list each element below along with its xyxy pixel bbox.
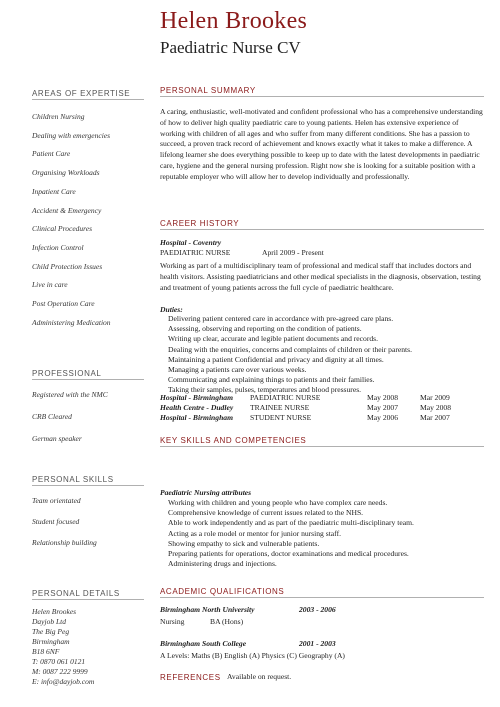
expertise-item: Organising Workloads (32, 168, 100, 178)
key-skill-item: Administering drugs and injections. (168, 559, 277, 569)
key-skill-item: Working with children and young people who have complex care needs. (168, 498, 388, 507)
career-heading: CAREER HISTORY (160, 219, 240, 228)
duty-item: Maintaining a patient Confidential and privacy and dignity at all times. (168, 354, 384, 364)
expertise-rule (32, 99, 144, 100)
expertise-item: Child Protection Issues (32, 261, 103, 271)
duty-item: Assessing, observing and reporting on the condition of patients. (168, 324, 362, 334)
summary-text: A caring, enthusiastic, well-motivated and confident professional who has a comprehensive understanding of how to deliver high quality paediatric care to young patients. Helen has extensive experience of working with children of all ages and who suffer from many different conditions. She has a passion to succeed, a proven track record of achievement and knows exactly what it takes to make a difference. A lifelong learner she does everything possible to keep up to date with the latest developments in paediatric care, hygiene and the general nursing profession. Right now she is looking for a suitable position with a reputable employer who will allow her to develop individually and professionally. (160, 107, 483, 181)
details-line: Helen Brookes (32, 607, 77, 616)
academic-heading: ACADEMIC QUALIFICATIONS (160, 587, 285, 596)
duties-label: Duties: (160, 305, 183, 314)
expertise-item: Dealing with emergencies (32, 130, 111, 140)
details-line: Birmingham (32, 637, 70, 646)
duty-item: Managing a patients care over various weeks. (168, 365, 307, 374)
key-skill-item: Able to work independently and as part of the paediatric multi-disciplinary team. (168, 518, 414, 528)
duty-item: Communicating and explaining things to patients and their families. (168, 375, 375, 385)
details-line: The Big Peg (32, 627, 70, 636)
skill-item: Team orientated (32, 496, 81, 505)
prev-job-start: May 2006 (367, 413, 399, 422)
key-skill-item: Preparing patients for operations, doctor examinations and medical procedures. (168, 549, 409, 558)
details-line: E: info@dayjob.com (32, 677, 95, 686)
academic-years: 2003 - 2006 (299, 605, 336, 614)
details-heading: PERSONAL DETAILS (32, 589, 120, 598)
expertise-heading: AREAS OF EXPERTISE (32, 89, 131, 98)
skill-item: Student focused (32, 517, 80, 526)
job-description: Working as part of a multidisciplinary team of professional and medical staff that includes doctors and health visitors. Assisting paediatricians and other medical specialists in the diagnosis, observation, testing and treatment of young patients across the full cycle of paediatric healthcare. (160, 261, 481, 292)
prev-job-end: May 2008 (420, 403, 452, 412)
prev-job-employer: Hospital - Birmingham (160, 413, 234, 422)
summary-heading: PERSONAL SUMMARY (160, 86, 256, 95)
key-skills-heading: KEY SKILLS AND COMPETENCIES (160, 436, 307, 445)
prev-job-role: PAEDIATRIC NURSE (250, 393, 321, 402)
key-skill-item: Comprehensive knowledge of current issues related to the NHS. (168, 508, 364, 518)
prev-job-employer: Hospital - Birmingham (160, 393, 234, 402)
duty-item: Taking their samples, pulses, temperatures and blood pressures. (168, 385, 362, 395)
key-skills-rule (160, 446, 484, 447)
career-rule (160, 229, 484, 230)
key-skill-item: Showing empathy to sick and vulnerable patients. (168, 538, 320, 548)
professional-item: German speaker (32, 434, 82, 443)
details-line: T: 0870 061 0121 (32, 657, 86, 666)
academic-rule (160, 597, 484, 598)
expertise-item: Children Nursing (32, 112, 85, 121)
duty-item: Dealing with the enquiries, concerns and complaints of children or their parents. (168, 344, 412, 354)
academic-award: BA (Hons) (210, 617, 244, 626)
prev-job-role: TRAINEE NURSE (250, 403, 310, 412)
expertise-item: Clinical Procedures (32, 224, 93, 234)
academic-years: 2001 - 2003 (299, 639, 336, 648)
job-dates: April 2009 - Present (262, 248, 324, 257)
academic-subject: A Levels: Maths (B) English (A) Physics (C) Geography (A) (160, 651, 345, 660)
prev-job-end: Mar 2007 (420, 413, 450, 422)
prev-job-employer: Health Centre - Dudley (160, 403, 234, 412)
expertise-item: Inpatient Care (32, 186, 76, 196)
details-rule (32, 599, 144, 600)
prev-job-start: May 2008 (367, 393, 399, 402)
skills-heading: PERSONAL SKILLS (32, 475, 114, 484)
duty-item: Writing up clear, accurate and legible patient documents and records. (168, 334, 379, 344)
key-skills-subheading: Paediatric Nursing attributes (160, 488, 252, 497)
academic-institution: Birmingham North University (160, 605, 255, 614)
expertise-item: Infection Control (32, 242, 84, 252)
references-heading: REFERENCES (160, 673, 221, 682)
expertise-item: Live in care (32, 280, 68, 290)
professional-heading: PROFESSIONAL (32, 369, 102, 378)
expertise-item: Post Operation Care (32, 299, 95, 308)
academic-institution: Birmingham South College (160, 639, 247, 648)
duty-item: Delivering patient centered care in accordance with pre-agreed care plans. (168, 314, 394, 323)
details-line: M: 0087 222 9999 (32, 667, 88, 676)
academic-subject: Nursing (160, 617, 185, 626)
expertise-item: Accident & Emergency (32, 205, 102, 215)
professional-item: CRB Cleared (32, 412, 72, 421)
prev-job-start: May 2007 (367, 403, 399, 412)
job-employer: Hospital - Coventry (160, 238, 222, 247)
details-line: B18 6NF (32, 647, 60, 656)
expertise-item: Administering Medication (32, 317, 111, 327)
prev-job-end: Mar 2009 (420, 393, 450, 402)
expertise-item: Patient Care (32, 149, 71, 159)
professional-item: Registered with the NMC (32, 390, 108, 399)
details-line: Dayjob Ltd (32, 617, 66, 626)
skills-rule (32, 485, 144, 486)
key-skill-item: Acting as a role model or mentor for junior nursing staff. (168, 528, 341, 538)
cv-title: Paediatric Nurse CV (160, 38, 301, 57)
job-role: PAEDIATRIC NURSE (160, 248, 231, 257)
cv-name: Helen Brookes (160, 8, 308, 34)
prev-job-role: STUDENT NURSE (250, 413, 312, 422)
skill-item: Relationship building (32, 538, 97, 547)
professional-rule (32, 379, 144, 380)
references-value: Available on request. (227, 672, 292, 681)
summary-rule (160, 96, 484, 97)
